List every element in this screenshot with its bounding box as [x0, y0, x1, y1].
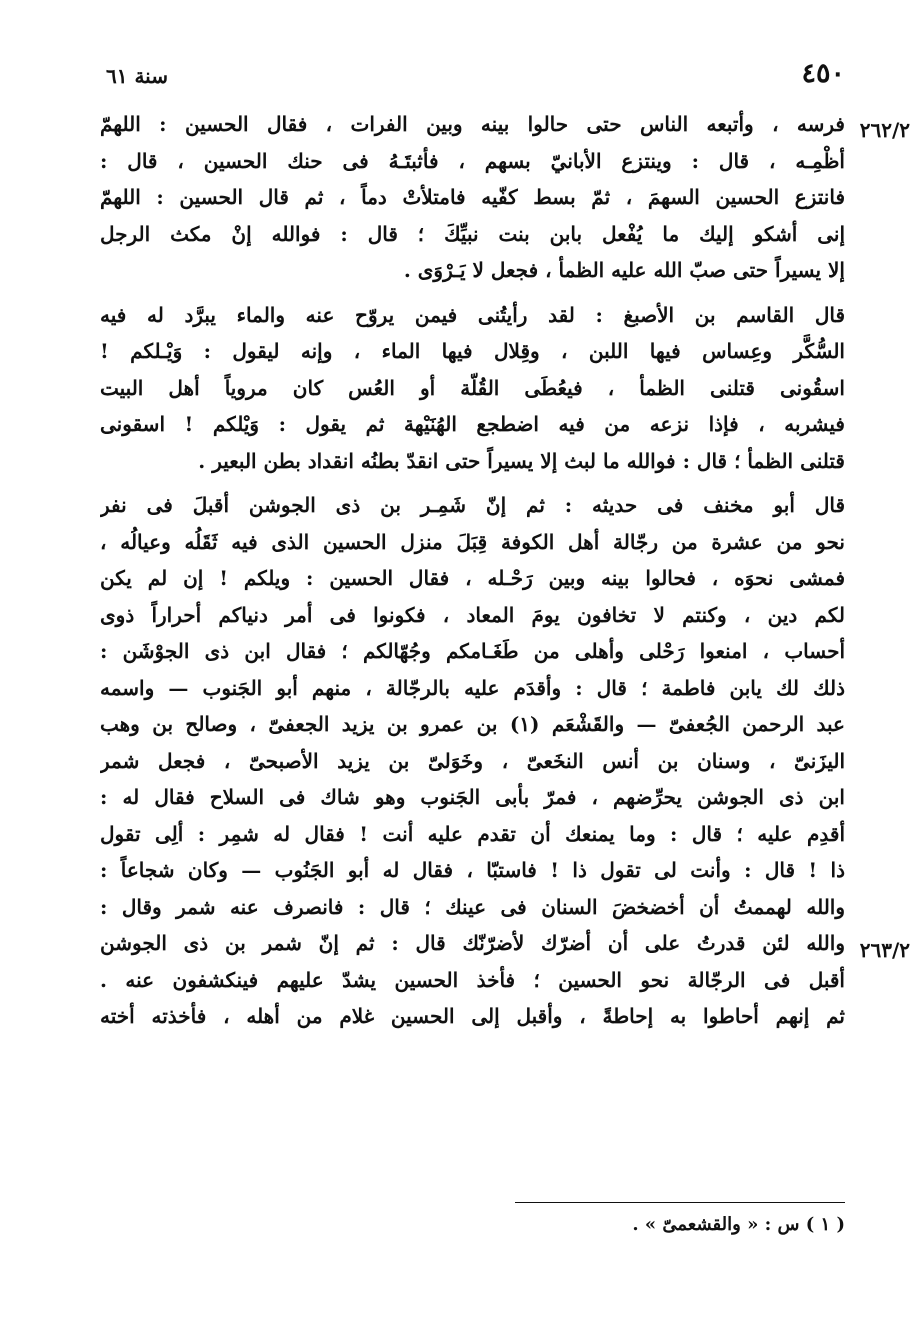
main-text: [100, 106, 845, 1035]
paragraph-gap: [100, 289, 845, 297]
paragraph: [100, 106, 845, 289]
text-line: لكم دين ، وكنتم لا تخافون يومَ المعاد ، فكونوا فى أمر دنياكم أحراراً ذوى: [100, 602, 845, 627]
page-number: ٤٥٠: [801, 58, 845, 89]
text-line: قال أبو مخنف فى حديثه : ثم إنّ شَمِـر بن ذى الجوشن أقبلَ فى نفر: [100, 493, 845, 517]
text-line: والله لهممتُ أن أخضخضَ السنان فى عينك ؛ قال : فانصرف عنه شمر وقال :: [100, 894, 845, 919]
text-line: قتلنى الظمأ ؛ قال : فوالله ما لبث إلا يسيراً حتى انقدّ بطنُه انقداد بطن البعير .: [198, 448, 845, 473]
text-line: إلا يسيراً حتى صبّ الله عليه الظمأ ، فجعل لا يَـرْوَى .: [403, 258, 845, 282]
text-line: اليزَنىّ ، وسنان بن أنس النخَعىّ ، وخَوَلىّ بن يزيد الأصبحىّ ، فجعل شمر: [100, 748, 845, 773]
text-line: فمشى نحوَه ، فحالوا بينه وبين رَحْـله ، فقال الحسين : ويلكم ! إن لم يكن: [100, 566, 845, 590]
paragraph: [100, 297, 845, 480]
text-line: أظْمِـه ، قال : وينتزع الأبانيّ بسهم ، فأثبتَـهُ فى حنك الحسين ، قال :: [100, 148, 845, 173]
text-line: فرسه ، وأتبعه الناس حتى حالوا بينه وبين الفرات ، فقال الحسين : اللهمّ: [100, 112, 845, 136]
text-line: نحو من عشرة من رجّالة أهل الكوفة قِبَلَ منزل الحسين الذى فيه ثَقَلُه وعيالُه ،: [100, 529, 845, 554]
footnote: ( ١ ) س : « والقشعمىّ » .: [632, 1214, 845, 1235]
text-line: أقبل فى الرجّالة نحو الحسين ؛ فأخذ الحسين يشدّ عليهم فينكشفون عنه .: [100, 967, 845, 992]
paragraph-gap: [100, 479, 845, 487]
margin-reference-1: ٢٦٢/٢: [859, 118, 910, 142]
text-line: إنى أشكو إليك ما يُفْعل بابن بنت نبيِّكَ ؛ قال : فوالله إنْ مكث الرجل: [100, 221, 845, 246]
margin-reference-2: ٢٦٣/٢: [859, 938, 910, 962]
text-line: عبد الرحمن الجُعفىّ — والقَشْعَم (١) بن عمرو بن يزيد الجعفىّ ، وصالح بن وهب: [100, 712, 845, 736]
text-line: ثم إنهم أحاطوا به إحاطةً ، وأقبل إلى الحسين غلام من أهله ، فأخذته أخته: [100, 1004, 845, 1028]
footnote-divider: [515, 1202, 845, 1203]
text-line: ذا ! قال : وأنت لى تقول ذا ! فاستبّا ، فقال له أبو الجَنُوب — وكان شجاعاً :: [100, 858, 845, 882]
page-header: [100, 54, 845, 98]
text-line: ذلك لك يابن فاطمة ؛ قال : وأقدَم عليه بالرجّالة ، منهم أبو الجَنوب — واسمه: [100, 675, 845, 700]
text-line: أقدِم عليه ؛ قال : وما يمنعك أن تقدم عليه أنت ! فقال له شمِر : ألِى تقول: [100, 821, 845, 846]
text-line: أحساب ، امنعوا رَحْلى وأهلى من طَغَـامكم وجُهّالكم ؛ فقال ابن ذى الجوْشَن :: [100, 639, 845, 663]
text-line: فيشربه ، فإذا نزعه من فيه اضطجع الهُنَيْهة ثم يقول : وَيْلكم ! اسقونى: [100, 412, 845, 436]
text-line: السُّكَّر وعِساس فيها اللبن ، وقِلال فيها الماء ، وإنه ليقول : وَيْـلكم !: [100, 339, 845, 363]
text-line: ابن ذى الجوشن يحرِّضهم ، فمرّ بأبى الجَنوب وهو شاك فى السلاح فقال له :: [100, 785, 845, 809]
text-line: والله لئن قدرتُ على أن أضرّك لأضرّنّك قال : ثم إنّ شمر بن ذى الجوشن: [100, 931, 845, 955]
text-line: اسقُونى قتلنى الظمأ ، فيعُطَى القُلّة أو العُس كان مروياً أهل البيت: [100, 375, 845, 400]
paragraph: [100, 487, 845, 1035]
text-line: قال القاسم بن الأصبغ : لقد رأيتُنى فيمن يروّح عنه والماء يبرَّد له فيه: [100, 302, 845, 327]
text-line: فانتزع الحسين السهمَ ، ثمّ بسط كفّيه فامتلأتْ دماً ، ثم قال الحسين : اللهمّ: [100, 185, 845, 209]
year-label: سنة ٦١: [106, 64, 168, 88]
